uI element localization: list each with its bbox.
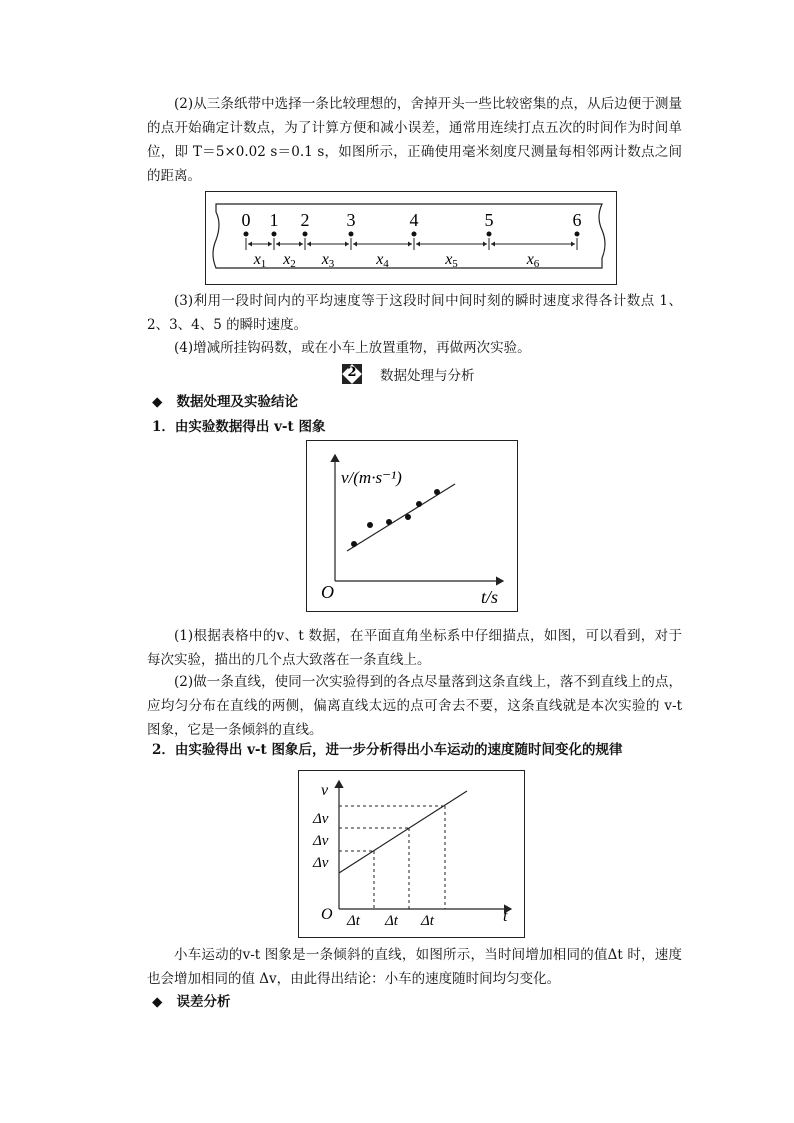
diamond-bullet-icon: ◆ [152, 394, 163, 410]
tape-point-label: 1 [269, 210, 279, 230]
tape-segment-label: x3 [321, 251, 335, 270]
data-point [416, 501, 422, 507]
item-2-title: 2．由实验得出 v-t 图象后，进一步分析得出小车运动的速度随时间变化的规律 [152, 742, 623, 758]
paragraph-step-4: (4)增减所挂钩码数，或在小车上放置重物，再做两次实验。 [174, 340, 531, 356]
arrowhead [353, 242, 357, 247]
vt-scatter-svg [307, 441, 517, 611]
data-point [351, 541, 357, 547]
tape-dot [412, 232, 417, 237]
vt-line-figure [298, 770, 525, 938]
bullet-error-analysis: ◆ 误差分析 [152, 994, 231, 1010]
item-1-title: 1．由实验数据得出 v-t 图象 [152, 419, 326, 435]
dt-label: Δt [421, 913, 434, 929]
section-title: 数据处理与分析 [380, 368, 475, 384]
dt-label: Δt [347, 913, 360, 929]
dv-label: Δv [313, 833, 329, 849]
tape-segment-label: x4 [376, 251, 389, 270]
tape-point-label: 5 [484, 210, 494, 230]
tape-point-label: 2 [300, 210, 310, 230]
arrowhead [248, 242, 252, 247]
tape-point-label: 3 [346, 210, 356, 230]
x-axis-label: t [503, 908, 508, 925]
guide-lines [339, 806, 445, 909]
paragraph-step-3: (3)利用一段时间内的平均速度等于这段时间中间时刻的瞬时速度求得各计数点 1、2、3、4、5 的瞬时速度。 [147, 293, 682, 333]
arrowhead [491, 242, 495, 247]
data-point [367, 522, 373, 528]
paper-tape-svg [206, 192, 616, 284]
tape-dot [244, 232, 249, 237]
tape-point-label: 4 [409, 210, 419, 230]
dt-label: Δt [385, 913, 398, 929]
arrowhead [408, 242, 412, 247]
y-axis-label: v/(m·s⁻¹) [341, 468, 402, 487]
paragraph-step-2: (2)从三条纸带中选择一条比较理想的，舍掉开头一些比较密集的点，从后边便于测量的点开始确定计数点，为了计算方便和减小误差，通常用连续打点五次的时间作为时间单位，即 T＝5×0.02 s＝0.1 s，如图所示，正确使用毫米刻度尺测量每相邻两计数点之间的距离。 [147, 96, 682, 184]
bullet-data-processing: ◆ 数据处理及实验结论 [152, 394, 298, 410]
tape-point-label: 0 [241, 210, 251, 230]
arrowhead [416, 242, 420, 247]
y-axis-label: v [321, 782, 329, 799]
section-number-badge: 2 [342, 364, 362, 384]
tape-segment-label: x5 [445, 251, 458, 270]
tape-dot [303, 232, 308, 237]
data-point [386, 519, 392, 525]
arrowhead [483, 242, 487, 247]
x-axis-label: t/s [481, 587, 499, 607]
arrowhead [276, 242, 280, 247]
arrowhead [307, 242, 311, 247]
dv-label: Δv [313, 811, 329, 827]
section-header [342, 362, 475, 386]
paragraph-plot-2: (2)做一条直线，使同一次实验得到的各点尽量落到这条直线上，落不到直线上的点，应均匀分布在直线的两侧，偏离直线太远的点可舍去不要，这条直线就是本次实验的 v-t 图象，它是一条倾斜的直线。 [147, 674, 682, 738]
arrowhead [299, 242, 303, 247]
arrowhead [268, 242, 272, 247]
origin-label: O [321, 582, 334, 602]
data-point [434, 489, 440, 495]
paragraph-conclusion: 小车运动的v-t 图象是一条倾斜的直线，如图所示，当时间增加相同的值Δt 时，速度也会增加相同的值 Δv，由此得出结论：小车的速度随时间均匀变化。 [147, 947, 682, 987]
paper-tape-figure [205, 191, 617, 285]
tape-point-label: 6 [572, 210, 582, 230]
tape-dot [272, 232, 277, 237]
vt-line-svg [299, 771, 524, 937]
tape-segment-label: x6 [526, 251, 540, 270]
tape-segment-label: x1 [253, 251, 267, 270]
dv-label: Δv [313, 855, 329, 871]
tape-dot [487, 232, 492, 237]
velocity-line [339, 791, 467, 873]
vt-scatter-figure [306, 440, 518, 612]
tape-dot [575, 232, 580, 237]
diamond-bullet-icon: ◆ [152, 994, 163, 1010]
tape-segment-label: x2 [283, 251, 296, 270]
data-point [405, 514, 411, 520]
arrowhead [345, 242, 349, 247]
origin-label: O [321, 906, 333, 923]
paragraph-plot-1: (1)根据表格中的v、t 数据，在平面直角坐标系中仔细描点，如图，可以看到，对于每次实验，描出的几个点大致落在一条直线上。 [147, 628, 682, 668]
tape-dot [349, 232, 354, 237]
arrowhead [571, 242, 575, 247]
